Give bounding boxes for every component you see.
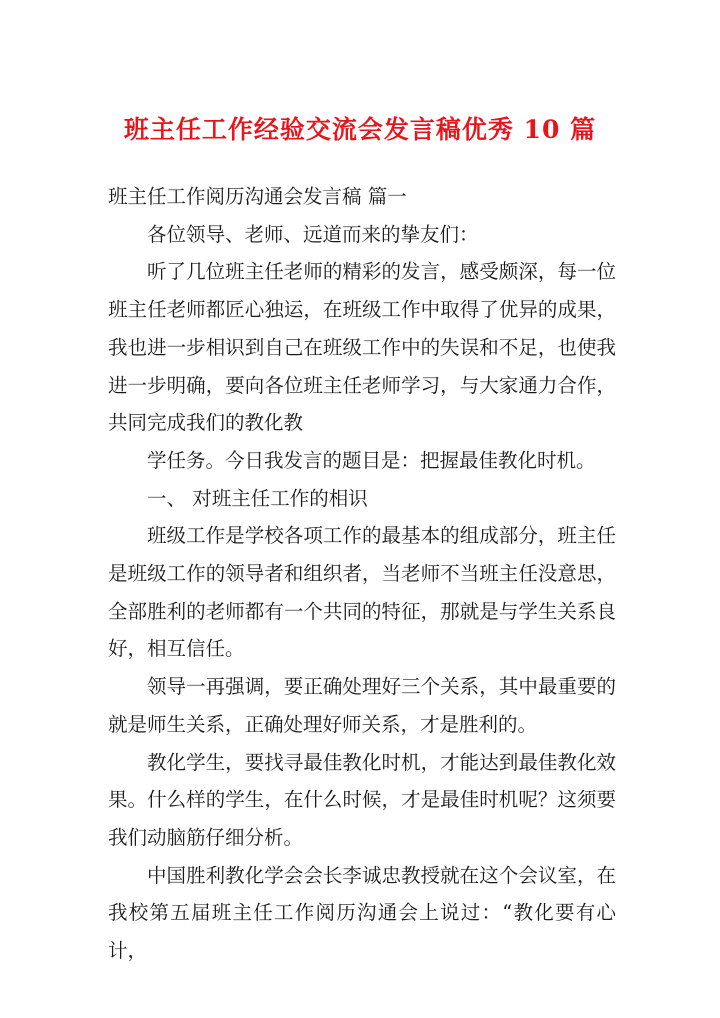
paragraph-quote: 中国胜利教化学会会长李诚忠教授就在这个会议室，在我校第五届班主任工作阅历沟通会上说过：“教化要有心计，: [108, 863, 616, 963]
outline-heading-one: 一、 对班主任工作的相识: [147, 486, 368, 510]
paragraph-greeting: 各位领导、老师、远道而来的挚友们：: [147, 222, 479, 246]
document-body: [108, 178, 616, 970]
paragraph-class-work: 班级工作是学校各项工作的最基本的组成部分，班主任是班级工作的领导者和组织者，当老师不当班主任没意思，全部胜利的老师都有一个共同的特征，那就是与学生关系良好，相互信任。: [108, 524, 616, 661]
paragraph-relationships: 领导一再强调，要正确处理好三个关系，其中最重要的就是师生关系，正确处理好师关系，才是胜利的。: [108, 675, 616, 736]
paragraph-topic: 学任务。今日我发言的题目是：把握最佳教化时机。: [147, 448, 596, 472]
document-title: 班主任工作经验交流会发言稿优秀 10 篇: [123, 115, 597, 144]
paragraph-intro: 听了几位班主任老师的精彩的发言，感受颇深，每一位班主任老师都匠心独运，在班级工作中取得了优异的成果，我也进一步相识到自己在班级工作中的失误和不足，也使我进一步明确，要向各位班主任老师学习，与大家通力合作，共同完成我们的教化教: [108, 260, 616, 435]
section-heading: 班主任工作阅历沟通会发言稿 篇一: [108, 185, 407, 208]
paragraph-timing: 教化学生，要找寻最佳教化时机，才能达到最佳教化效果。什么样的学生，在什么时候，才是最佳时机呢？这须要我们动脑筋仔细分析。: [108, 750, 616, 849]
